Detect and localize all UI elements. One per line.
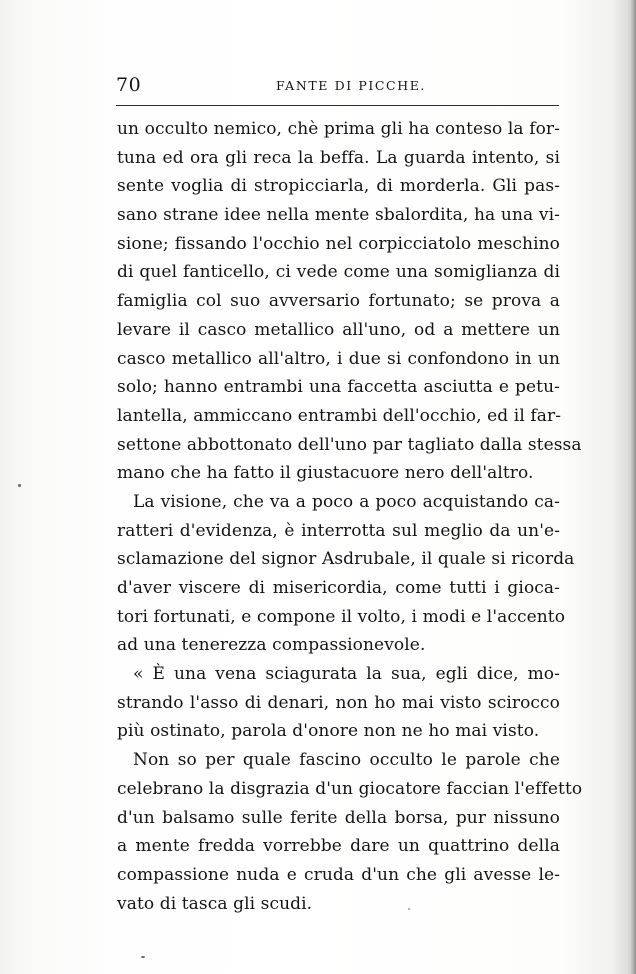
text-line: ad una tenerezza compassionevole. <box>117 635 426 656</box>
page-header <box>116 72 559 98</box>
text-line: vato di tasca gli scudi. <box>117 893 313 914</box>
text-line: sione; fissando l'occhio nel corpicciatolo meschino <box>117 233 560 254</box>
text-line: più ostinato, parola d'onore non ne ho mai visto. <box>117 721 540 742</box>
header-rule <box>116 105 559 106</box>
text-line: casco metallico all'altro, i due si confondono in un <box>117 348 560 369</box>
paper-speck <box>141 956 145 958</box>
paper-speck <box>408 908 410 910</box>
text-line: « È una vena sciagurata la sua, egli dice, mo- <box>133 664 560 685</box>
text-line: ratteri d'evidenza, è interrotta sul meglio da un'e- <box>117 520 560 541</box>
page-edge-shadow <box>630 0 636 974</box>
text-line: La visione, che va a poco a poco acquistando ca- <box>133 491 560 512</box>
text-line: strando l'asso di denari, non ho mai visto scirocco <box>117 692 560 713</box>
text-line: un occulto nemico, chè prima gli ha conteso la for- <box>117 119 560 139</box>
text-line: compassione nuda e cruda d'un che gli avesse le- <box>117 864 560 885</box>
page-number: 70 <box>116 74 142 96</box>
text-line: mano che ha fatto il giustacuore nero dell'altro. <box>117 463 534 484</box>
text-line: solo; hanno entrambi una faccetta asciutta e petu- <box>117 377 560 398</box>
text-line: sano strane idee nella mente sbalordita, ha una vi- <box>117 205 560 226</box>
text-line: Non so per quale fascino occulto le parole che <box>133 750 560 771</box>
text-line: tuna ed ora gli reca la beffa. La guarda intento, si <box>117 147 560 168</box>
text-line: d'un balsamo sulle ferite della borsa, pur nissuno <box>117 807 560 828</box>
text-line: sclamazione del signor Asdrubale, il quale si ricorda <box>117 549 575 570</box>
paper-speck <box>18 484 21 487</box>
running-title: FANTE DI PICCHE. <box>276 78 426 93</box>
text-line: settone abbottonato dell'uno par tagliato dalla stessa <box>117 434 582 455</box>
text-line: tori fortunati, e compone il volto, i modi e l'accento <box>117 606 566 627</box>
text-line: lantella, ammiccano entrambi dell'occhio, ed il far- <box>117 405 562 426</box>
text-line: sente voglia di stropicciarla, di morderla. Gli pas- <box>117 176 560 197</box>
text-line: a mente fredda vorrebbe dare un quattrino della <box>117 836 560 857</box>
text-line: di quel fanticello, ci vede come una somiglianza di <box>117 262 560 283</box>
text-line: d'aver viscere di misericordia, come tutti i gioca- <box>117 578 560 598</box>
text-line: levare il casco metallico all'uno, od a mettere un <box>117 319 560 340</box>
text-line: famiglia col suo avversario fortunato; se prova a <box>117 291 560 312</box>
body-text <box>117 115 583 918</box>
text-line: celebrano la disgrazia d'un giocatore faccian l'effetto <box>117 778 583 799</box>
